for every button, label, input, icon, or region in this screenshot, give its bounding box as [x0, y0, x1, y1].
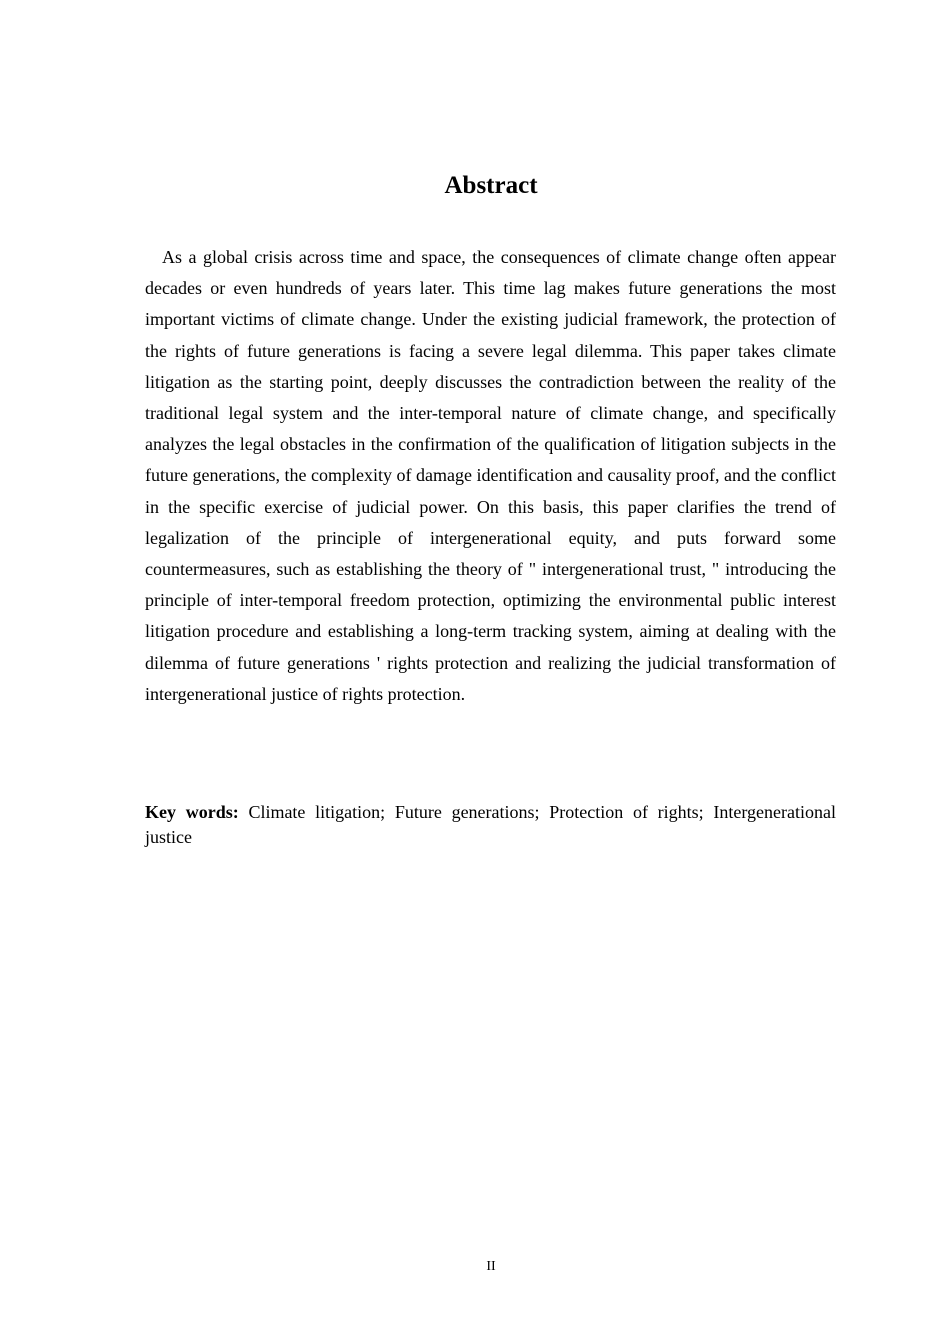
- abstract-title: Abstract: [444, 172, 538, 199]
- keywords-text: Climate litigation; Future generations; Protection of rights; Intergenerational justice: [145, 802, 836, 847]
- keywords-label: Key words:: [145, 802, 239, 822]
- page-number: II: [486, 1259, 496, 1274]
- abstract-body: As a global crisis across time and space, the consequences of climate change often appear decades or even hundreds of years later. This time lag makes future generations the most important victims of climate change. Under the existing judicial framework, the protection of the rights of future generations is facing a severe legal dilemma. This paper takes climate litigation as the starting point, deeply discusses the contradiction between the reality of the traditional legal system and the inter-temporal nature of climate change, and specifically analyzes the legal obstacles in the confirmation of the qualification of litigation subjects in the future generations, the complexity of damage identification and causality proof, and the conflict in the specific exercise of judicial power. On this basis, this paper clarifies the trend of legalization of the principle of intergenerational equity, and puts forward some countermeasures, such as establishing the theory of " intergenerational trust, " introducing the principle of inter-temporal freedom protection, optimizing the environmental public interest litigation procedure and establishing a long-term tracking system, aiming at dealing with the dilemma of future generations ' rights protection and realizing the judicial transformation of intergenerational justice of rights protection.: [145, 247, 836, 704]
- keywords-line: [145, 800, 836, 850]
